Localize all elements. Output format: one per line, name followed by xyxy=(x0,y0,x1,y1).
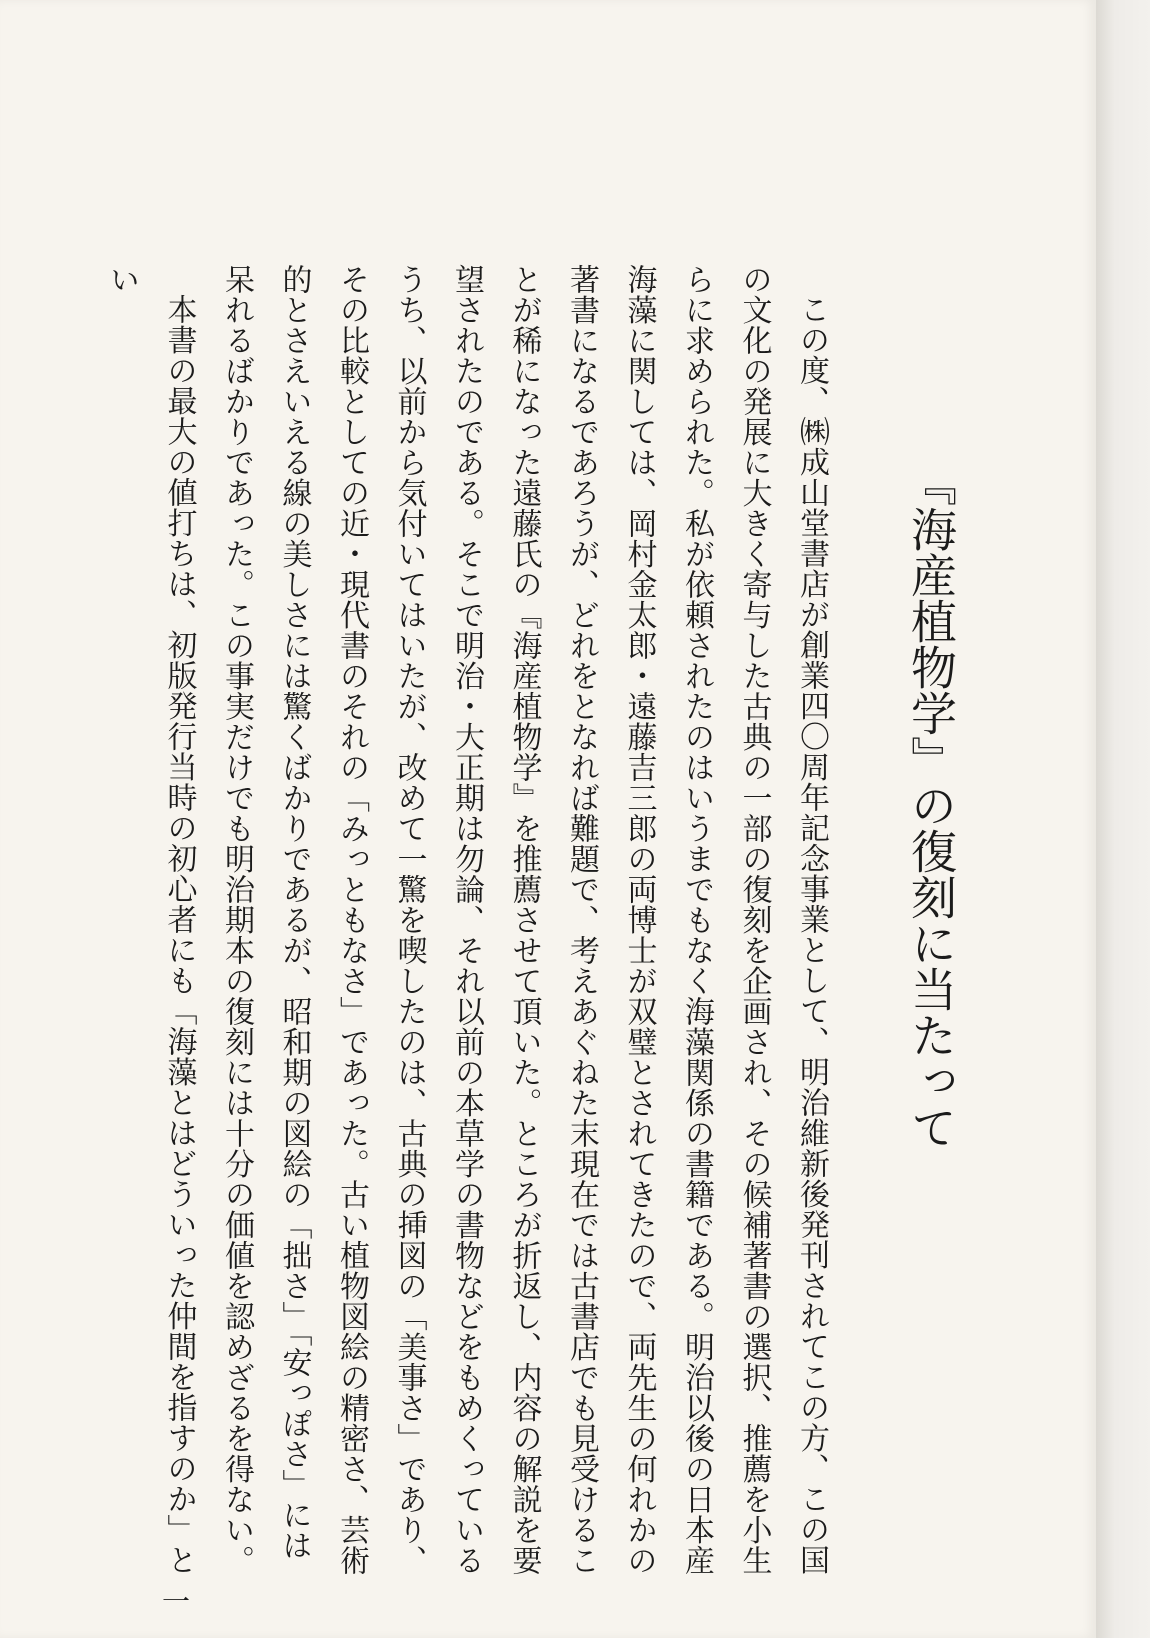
paragraph-1: この度、㈱成山堂書店が創業四〇周年記念事業として、明治維新後発刊されてこの方、この国の文化の発展に大きく寄与した古典の一部の復刻を企画され、その候補著書の選択、推薦を小生らに求められた。私が依頼されたのはいうまでもなく海藻関係の書籍である。明治以後の日本産海藻に関しては、岡村金太郎・遠藤吉三郎の両博士が双璧とされてきたので、両先生の何れかの著書になるであろうが、どれをとなれば難題で、考えあぐねた末現在では古書店でも見受けることが稀になった遠藤氏の『海産植物学』を推薦させて頂いた。ところが折返し、内容の解説を要望されたのである。そこで明治・大正期は勿論、それ以前の本草学の書物などをもめくっているうち、以前から気付いてはいたが、改めて一驚を喫したのは、古典の挿図の「美事さ」であり、その比較としての近・現代書のそれの「みっともなさ」であった。古い植物図絵の精密さ、芸術的とさえいえる線の美しさには驚くばかりであるが、昭和期の図絵の「拙さ」「安っぽさ」には呆れるばかりであった。この事実だけでも明治期本の復刻には十分の価値を認めざるを得ない。 xyxy=(219,264,829,1576)
paragraph-2: 本書の最大の値打ちは、初版発行当時の初心者にも「海藻とはどういった仲間を指すのか」とい xyxy=(104,264,197,1575)
page-number: 一 xyxy=(162,1585,191,1618)
adjacent-page-edge xyxy=(1096,0,1150,1638)
page-title: 『海産植物学』の復刻に当たって xyxy=(904,460,958,1150)
body-text xyxy=(104,264,840,1584)
